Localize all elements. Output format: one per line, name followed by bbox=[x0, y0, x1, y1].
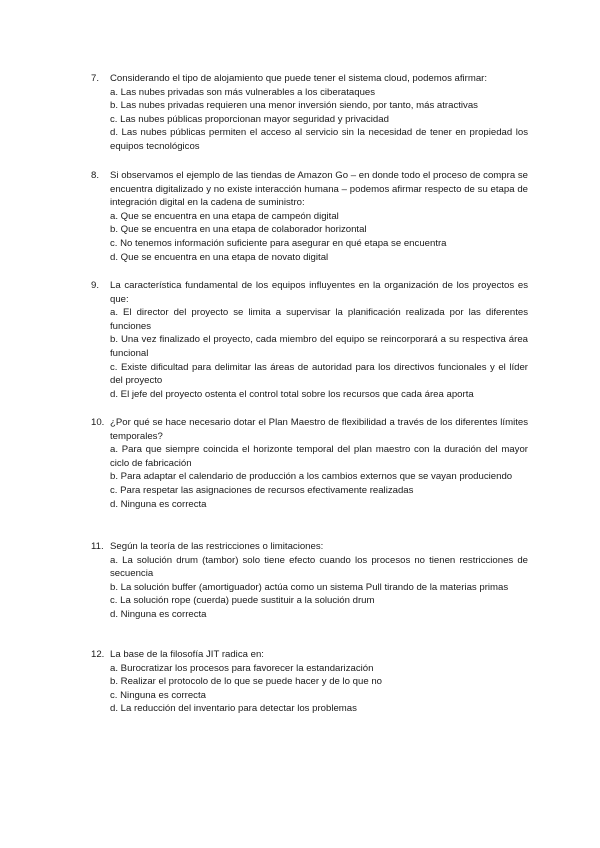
option-a: a. La solución drum (tambor) solo tiene efecto cuando los procesos no tienen restricciones de secuencia bbox=[110, 554, 528, 580]
option-a: a. El director del proyecto se limita a supervisar la planificación realizada por las diferentes funciones bbox=[110, 307, 528, 332]
option-d: d. Ninguna es correcta bbox=[110, 498, 207, 510]
option-d: d. El jefe del proyecto ostenta el control total sobre los recursos que cada área aporta bbox=[110, 388, 474, 400]
question-stem: Según la teoría de las restricciones o limitaciones: bbox=[110, 541, 324, 552]
option-a: a. Burocratizar los procesos para favorecer la estandarización bbox=[110, 662, 374, 674]
option-d: d. Las nubes públicas permiten el acceso al servicio sin la necesidad de tener en propiedad los equipos tecnológicos bbox=[110, 127, 528, 152]
option-c: c. Las nubes públicas proporcionan mayor seguridad y privacidad bbox=[110, 113, 389, 125]
option-a: a. Para que siempre coincida el horizonte temporal del plan maestro con la duración del mayor ciclo de fabricación bbox=[110, 444, 528, 469]
question-number: 8. bbox=[91, 170, 100, 181]
question-8 bbox=[91, 169, 528, 264]
option-b: b. Una vez finalizado el proyecto, cada miembro del equipo se reincorporará a su respectiva área funcional bbox=[110, 334, 528, 359]
question-stem: Si observamos el ejemplo de las tiendas de Amazon Go – en donde todo el proceso de compra se encuentra digitalizado y no existe interacción humana – podemos afirmar respecto de su etapa de integración digital en la cadena de suministro: bbox=[110, 170, 528, 209]
question-stem: Considerando el tipo de alojamiento que puede tener el sistema cloud, podemos afirmar: bbox=[110, 73, 488, 84]
question-7 bbox=[91, 72, 528, 154]
option-d: d. La reducción del inventario para detectar los problemas bbox=[110, 703, 357, 715]
question-stem: ¿Por qué se hace necesario dotar el Plan Maestro de flexibilidad a través de los diferentes límites temporales? bbox=[110, 417, 528, 442]
option-c: c. Existe dificultad para delimitar las áreas de autoridad para los directivos funcionales y el líder del proyecto bbox=[110, 361, 528, 387]
option-c: c. Ninguna es correcta bbox=[110, 689, 206, 701]
option-a: a. Que se encuentra en una etapa de campeón digital bbox=[110, 210, 339, 222]
option-b: b. Que se encuentra en una etapa de colaborador horizontal bbox=[110, 224, 367, 236]
question-12 bbox=[91, 648, 528, 716]
option-c: c. Para respetar las asignaciones de recursos efectivamente realizadas bbox=[110, 484, 414, 496]
question-number: 7. bbox=[91, 73, 100, 84]
option-b: b. Las nubes privadas requieren una menor inversión siendo, por tanto, más atractivas bbox=[110, 100, 478, 112]
option-a: a. Las nubes privadas son más vulnerables a los ciberataques bbox=[110, 86, 376, 98]
option-c: c. La solución rope (cuerda) puede sustituir a la solución drum bbox=[110, 595, 375, 607]
option-d: d. Que se encuentra en una etapa de novato digital bbox=[110, 251, 329, 263]
option-b: b. Realizar el protocolo de lo que se puede hacer y de lo que no bbox=[110, 676, 383, 688]
question-9 bbox=[91, 279, 528, 401]
question-10 bbox=[91, 416, 528, 511]
question-number: 10. bbox=[91, 417, 105, 428]
question-number: 12. bbox=[91, 649, 105, 660]
question-11 bbox=[91, 540, 528, 622]
option-c: c. No tenemos información suficiente para asegurar en qué etapa se encuentra bbox=[110, 237, 447, 249]
option-b: b. Para adaptar el calendario de producción a los cambios externos que se vayan produciendo bbox=[110, 471, 513, 483]
question-stem: La base de la filosofía JIT radica en: bbox=[110, 649, 264, 660]
question-stem: La característica fundamental de los equipos influyentes en la organización de los proyectos es que: bbox=[110, 280, 528, 305]
question-number: 9. bbox=[91, 280, 100, 291]
option-d: d. Ninguna es correcta bbox=[110, 608, 207, 620]
option-b: b. La solución buffer (amortiguador) actúa como un sistema Pull tirando de la materias primas bbox=[110, 581, 509, 593]
question-number: 11. bbox=[91, 541, 104, 552]
